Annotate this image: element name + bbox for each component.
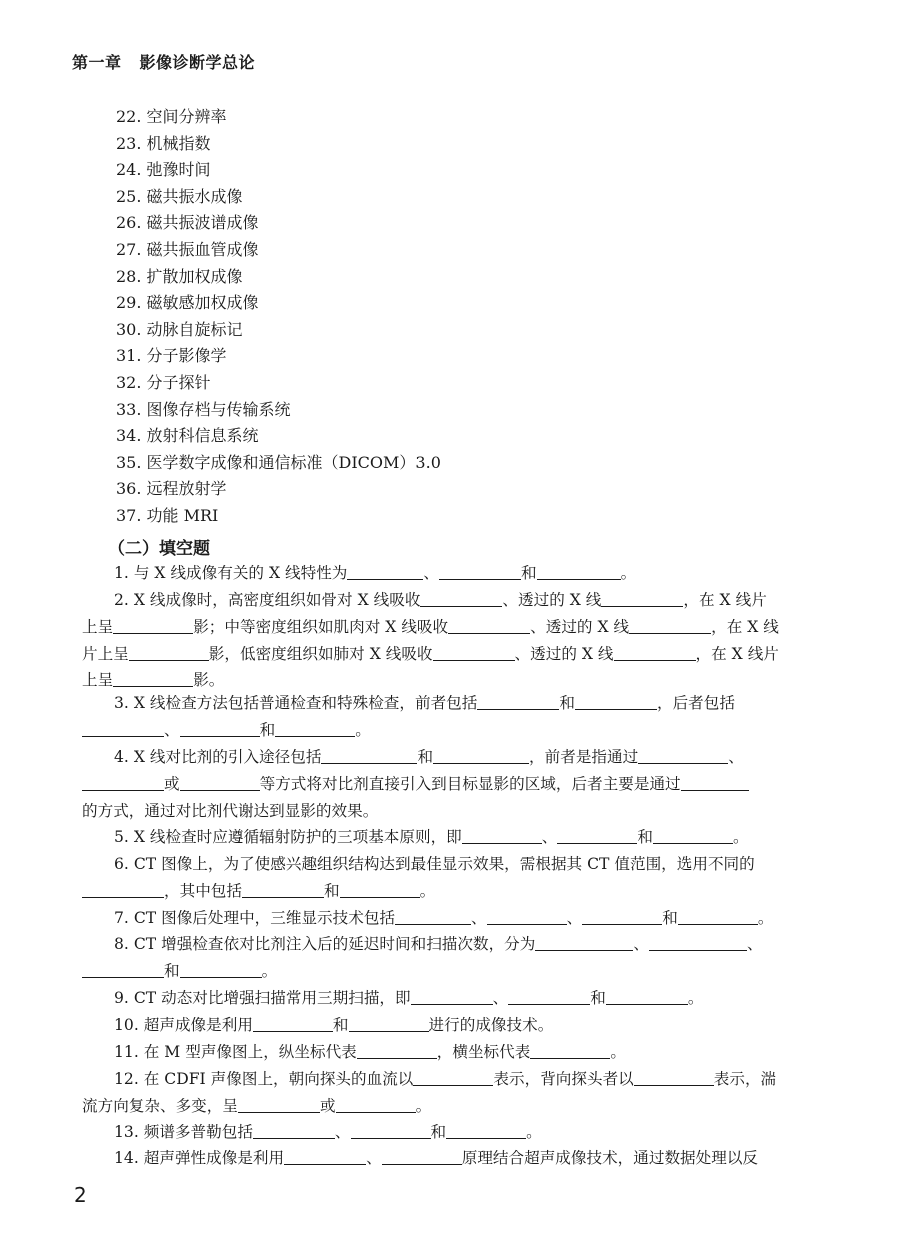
answer-blank[interactable] — [336, 1095, 416, 1113]
answer-blank[interactable] — [357, 1041, 437, 1059]
question-8: 8. CT 增强检查依对比剂注入后的延迟时间和扫描次数，分为 、 、 和 。 — [82, 931, 824, 985]
term-item: 32. 分子探针 — [116, 372, 211, 392]
answer-blank[interactable] — [253, 1014, 333, 1032]
term-item: 24. 弛豫时间 — [116, 160, 211, 180]
answer-blank[interactable] — [382, 1147, 462, 1165]
answer-blank[interactable] — [82, 880, 164, 898]
answer-blank[interactable] — [180, 773, 260, 791]
answer-blank[interactable] — [614, 643, 696, 661]
answer-blank[interactable] — [508, 987, 590, 1005]
term-item: 23. 机械指数 — [116, 133, 211, 153]
answer-blank[interactable] — [448, 616, 530, 634]
section-title: （二）填空题 — [108, 539, 210, 559]
answer-blank[interactable] — [411, 987, 493, 1005]
answer-blank[interactable] — [413, 1068, 493, 1086]
answer-blank[interactable] — [537, 562, 621, 580]
answer-blank[interactable] — [649, 933, 747, 951]
answer-blank[interactable] — [678, 907, 758, 925]
answer-blank[interactable] — [681, 773, 749, 791]
answer-blank[interactable] — [340, 880, 420, 898]
question-12: 12. 在 CDFI 声像图上，朝向探头的血流以 表示，背向探头者以 表示，湍 流方向复杂、多变，呈 或 。 — [82, 1070, 777, 1115]
question-10: 10. 超声成像是利用 和 进行的成像技术。 — [114, 1016, 554, 1034]
answer-blank[interactable] — [557, 826, 637, 844]
term-list — [116, 104, 441, 530]
question-1: 1. 与 X 线成像有关的 X 线特性为 、 和 。 — [114, 564, 637, 582]
answer-blank[interactable] — [321, 746, 417, 764]
answer-blank[interactable] — [82, 719, 164, 737]
answer-blank[interactable] — [347, 562, 423, 580]
question-5: 5. X 线检查时应遵循辐射防护的三项基本原则，即 、 和 。 — [114, 828, 749, 846]
question-14: 14. 超声弹性成像是利用 、 原理结合超声成像技术，通过数据处理以反 — [114, 1149, 759, 1167]
page-number: 2 — [74, 1183, 87, 1207]
term-item: 28. 扩散加权成像 — [116, 266, 243, 286]
answer-blank[interactable] — [420, 589, 502, 607]
term-item: 29. 磁敏感加权成像 — [116, 293, 259, 313]
answer-blank[interactable] — [82, 773, 164, 791]
question-4: 4. X 线对比剂的引入途径包括 和 ，前者是指通过 、 或 等方式将对比剂直接引入到目标显影的区域，后者主要是通过 的方式，通过对比剂代谢达到显影的效果。 — [82, 744, 824, 824]
answer-blank[interactable] — [446, 1121, 526, 1139]
answer-blank[interactable] — [653, 826, 733, 844]
answer-blank[interactable] — [601, 589, 683, 607]
question-13: 13. 频谱多普勒包括 、 和 。 — [114, 1123, 542, 1141]
term-item: 26. 磁共振波谱成像 — [116, 213, 259, 233]
answer-blank[interactable] — [284, 1147, 366, 1165]
answer-blank[interactable] — [349, 1014, 429, 1032]
answer-blank[interactable] — [129, 643, 209, 661]
answer-blank[interactable] — [433, 746, 529, 764]
answer-blank[interactable] — [487, 907, 567, 925]
answer-blank[interactable] — [634, 1068, 714, 1086]
term-item: 31. 分子影像学 — [116, 346, 227, 366]
answer-blank[interactable] — [351, 1121, 431, 1139]
answer-blank[interactable] — [535, 933, 633, 951]
term-item: 22. 空间分辨率 — [116, 107, 227, 126]
answer-blank[interactable] — [638, 746, 728, 764]
answer-blank[interactable] — [242, 880, 324, 898]
chapter-title: 影像诊断学总论 — [139, 53, 256, 72]
answer-blank[interactable] — [629, 616, 711, 634]
term-item: 27. 磁共振血管成像 — [116, 239, 259, 259]
question-7: 7. CT 图像后处理中，三维显示技术包括 、 、 和 。 — [114, 909, 774, 927]
term-item: 30. 动脉自旋标记 — [116, 319, 243, 339]
answer-blank[interactable] — [582, 907, 662, 925]
answer-blank[interactable] — [275, 719, 355, 737]
answer-blank[interactable] — [253, 1121, 335, 1139]
term-item: 34. 放射科信息系统 — [116, 426, 259, 446]
answer-blank[interactable] — [477, 692, 559, 710]
answer-blank[interactable] — [462, 826, 542, 844]
question-11: 11. 在 M 型声像图上，纵坐标代表 ，横坐标代表 。 — [114, 1043, 626, 1061]
chapter-label: 第一章 — [72, 53, 122, 72]
answer-blank[interactable] — [530, 1041, 610, 1059]
answer-blank[interactable] — [82, 960, 164, 978]
answer-blank[interactable] — [433, 643, 515, 661]
term-item: 33. 图像存档与传输系统 — [116, 399, 291, 419]
term-item: 25. 磁共振水成像 — [116, 186, 243, 206]
question-6: 6. CT 图像上，为了使感兴趣组织结构达到最佳显示效果，需根据其 CT 值范围，选用不同的 ，其中包括 和 。 — [82, 851, 824, 905]
answer-blank[interactable] — [180, 719, 260, 737]
question-2: 2. X 线成像时，高密度组织如骨对 X 线吸收 、透过的 X 线 ，在 X 线片 上呈 影；中等密度组织如肌肉对 X 线吸收 、透过的 X 线 ，在 X 线 片上呈 影，低密度组织如肺对 X 线吸收 、透过的 X 线 ，在 X 线片 上呈 影。 — [82, 591, 779, 690]
answer-blank[interactable] — [606, 987, 688, 1005]
term-item: 35. 医学数字成像和通信标准（DICOM）3.0 — [116, 452, 441, 472]
question-3: 3. X 线检查方法包括普通检查和特殊检查，前者包括 和 ，后者包括 、 和 。 — [82, 690, 824, 744]
answer-blank[interactable] — [113, 616, 193, 634]
answer-blank[interactable] — [395, 907, 471, 925]
answer-blank[interactable] — [180, 960, 262, 978]
term-item: 36. 远程放射学 — [116, 479, 227, 499]
answer-blank[interactable] — [238, 1095, 320, 1113]
answer-blank[interactable] — [575, 692, 657, 710]
question-9: 9. CT 动态对比增强扫描常用三期扫描，即 、 和 。 — [114, 989, 704, 1007]
answer-blank[interactable] — [113, 669, 193, 687]
running-header — [72, 50, 255, 73]
answer-blank[interactable] — [439, 562, 521, 580]
term-item: 37. 功能 MRI — [116, 505, 219, 525]
